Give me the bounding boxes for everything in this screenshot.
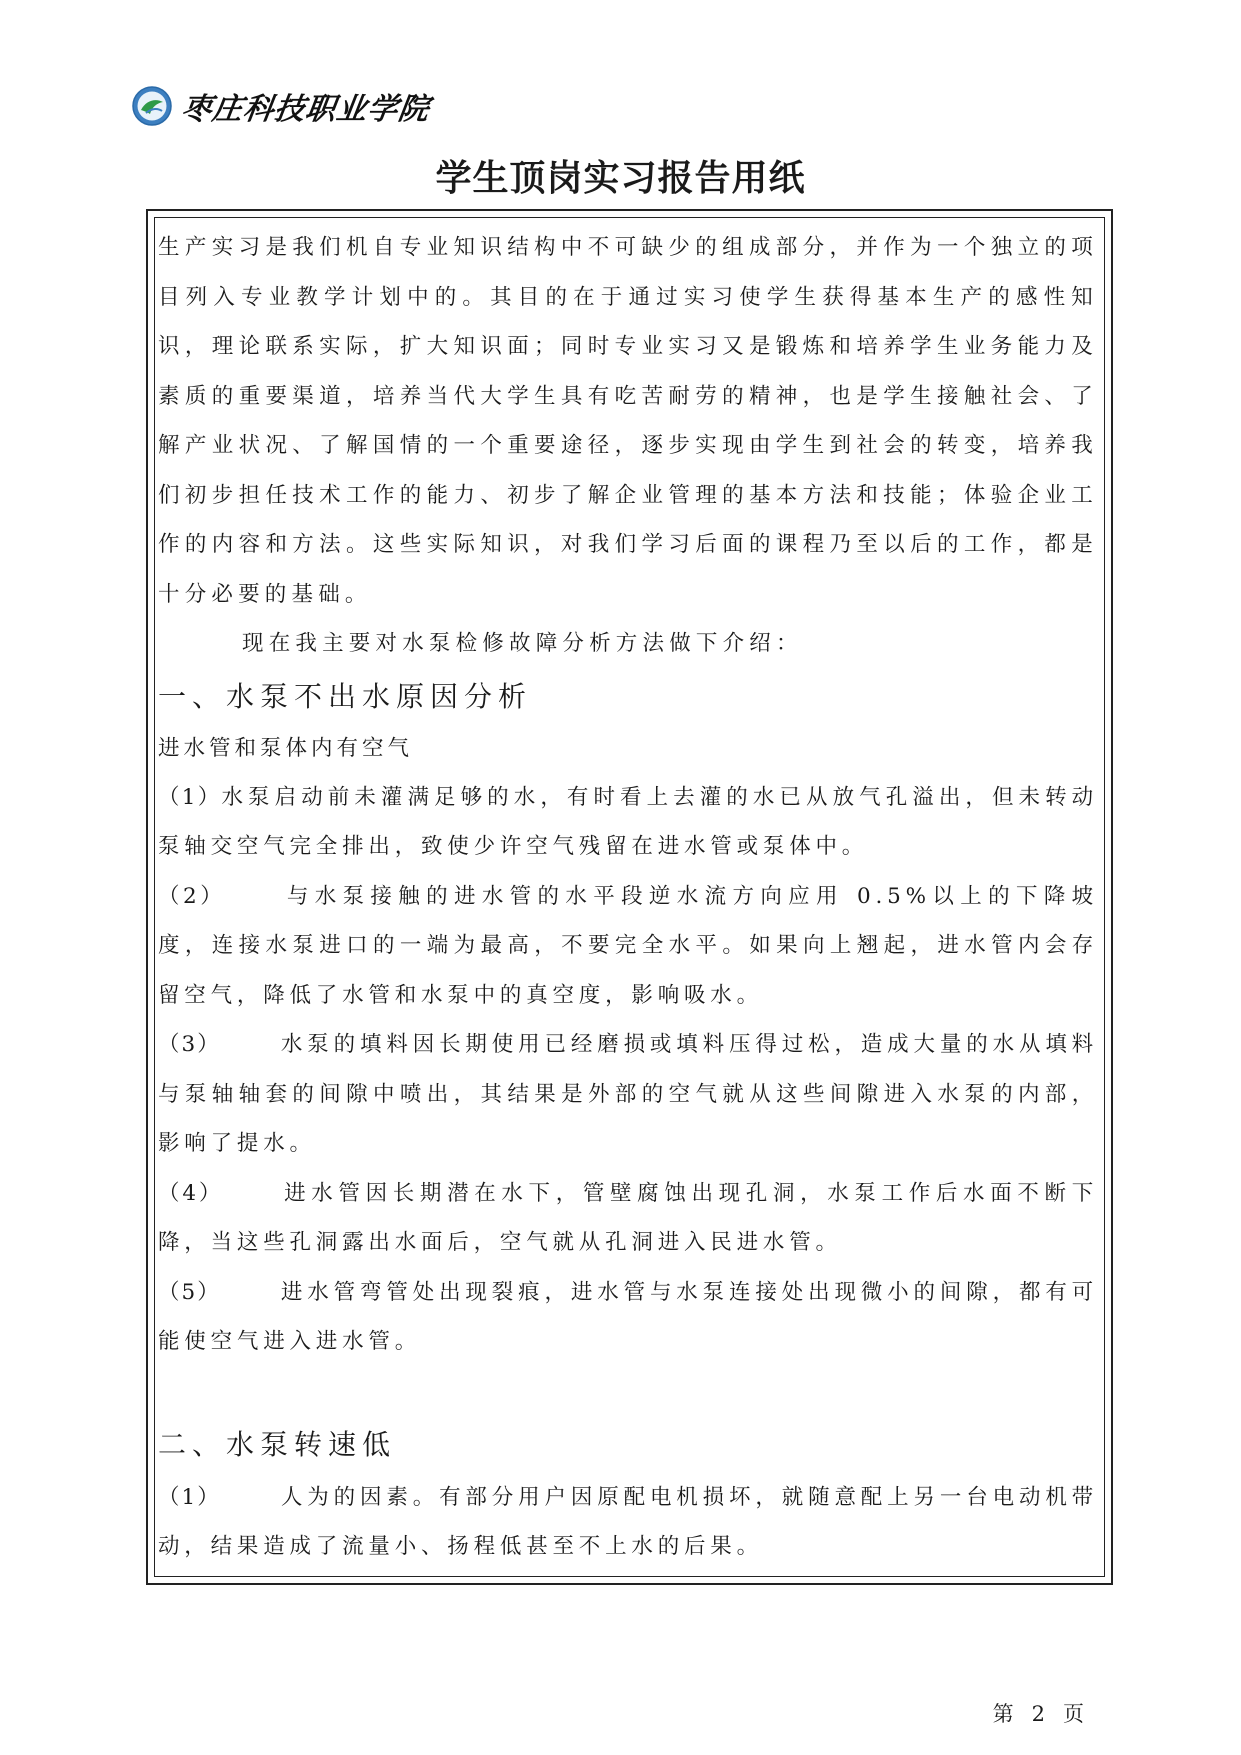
item-number: （3） <box>158 1032 221 1057</box>
item-text: ，有时看上去灌的水已从放气孔溢出，但未转动泵轴交空气完全排出，致使少许空气残留在进水管或泵体中。 <box>158 784 1098 859</box>
item-key-phrase: 进水管弯管处出现裂痕 <box>280 1279 545 1305</box>
item-number: （5） <box>158 1279 221 1305</box>
item-key-phrase: 水泵的填料因长期使用已经磨损或填料压得过松 <box>280 1032 835 1057</box>
item-text: ，造成大量的水从填料与泵轴轴套的间隙中喷出，其结果是外部的空气就从这些间隙进入水泵的内部，影响了提水。 <box>158 1032 1098 1156</box>
item-text: 段逆水流方向应用 0.5%以上的下降坡度，连接水泵进口的一端为最高，不要完全水平。如果向上翘起，进水管内会存留空气，降低了水管和水泵中的真空度，影响吸水。 <box>158 883 1098 1008</box>
list-item <box>158 1473 1098 1572</box>
page-number-value: 2 <box>1031 1702 1049 1726</box>
section-heading-1: 一、水泵不出水原因分析 <box>158 679 533 713</box>
item-key-phrase: 与水泵接触的进水管的水平 <box>285 883 622 909</box>
item-number: （1） <box>158 1484 221 1510</box>
item-number: （4） <box>158 1180 224 1206</box>
lead-paragraph: 现在我主要对水泵检修故障分析方法做下介绍： <box>242 631 803 656</box>
item-text: ，进水管与水泵连接处出现微小的间隙，都有可能使空气进入进水管。 <box>158 1279 1098 1354</box>
list-item <box>158 1268 1098 1367</box>
section-spacer <box>158 1367 1098 1417</box>
item-key-phrase: 人为的因素 <box>280 1484 413 1510</box>
item-number: （2） <box>158 883 226 909</box>
list-item <box>158 1020 1098 1169</box>
page-prefix: 第 <box>992 1702 1018 1726</box>
intro-paragraph: 生产实习是我们机自专业知识结构中不可缺少的组成部分，并作为一个独立的项目列入专业教学计划中的。其目的在于通过实习使学生获得基本生产的感性知识，理论联系实际，扩大知识面；同时专业实习又是锻炼和培养学生业务能力及素质的重要渠道，培养当代大学生具有吃苦耐劳的精神，也是学生接触社会、了解产业状况、了解国情的一个重要途径，逐步实现由学生到社会的转变，培养我们初步担任技术工作的能力、初步了解企业管理的基本方法和技能；体验企业工作的内容和方法。这些实际知识，对我们学习后面的课程乃至以后的工作，都是十分必要的基础。 <box>158 235 1098 607</box>
report-content <box>158 223 1098 1572</box>
page-suffix: 页 <box>1063 1702 1088 1726</box>
page-title: 学生顶岗实习报告用纸 <box>435 158 806 199</box>
item-key-phrase: 水泵启动前未灌满足够的水 <box>221 784 541 810</box>
list-item <box>158 773 1098 872</box>
item-text: 。有部分用户因原配电机损坏，就随意配上另一台电动机带动，结果造成了流量小、扬程低甚至不上水的后果。 <box>158 1484 1098 1559</box>
list-item <box>158 872 1098 1021</box>
list-item <box>158 1169 1098 1268</box>
page-number <box>993 1698 1088 1728</box>
section-subheading: 进水管和泵体内有空气 <box>158 735 414 761</box>
school-logo <box>132 84 430 128</box>
school-name: 枣庄科技职业学院 <box>179 92 432 127</box>
school-emblem-icon <box>132 86 172 126</box>
item-key-phrase: 进水管因长期潜在水下 <box>283 1180 556 1206</box>
item-text: ，管壁腐蚀出现孔洞，水泵工作后水面不断下降，当这些孔洞露出水面后，空气就从孔洞进入民进水管。 <box>158 1180 1098 1255</box>
item-number: （1） <box>158 784 222 810</box>
section-heading-2: 二、水泵转速低 <box>158 1427 397 1461</box>
